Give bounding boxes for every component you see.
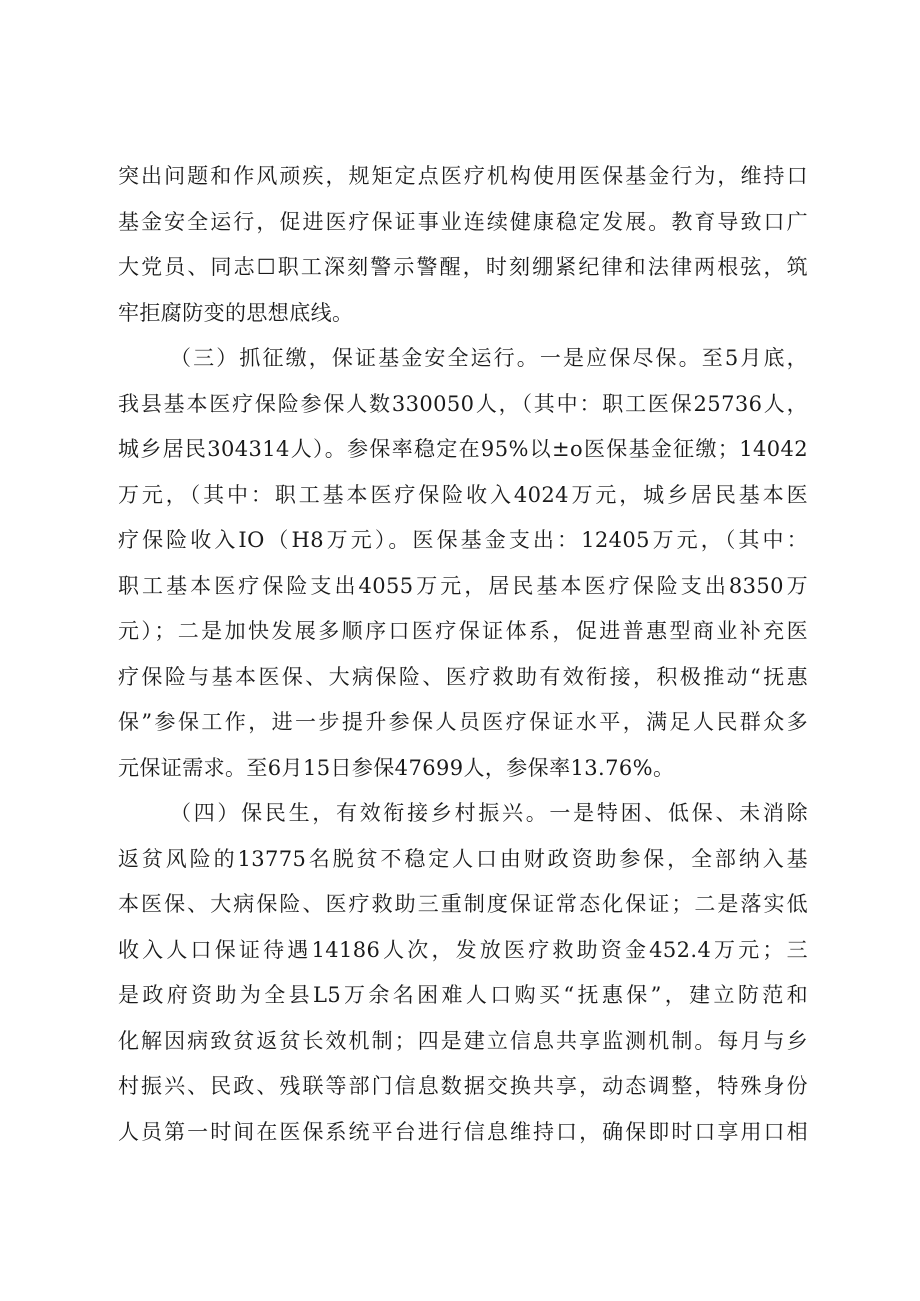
text-line: 疗保险收入IO（H8万元）。医保基金支出：12405万元，（其中： [118,528,808,552]
text-line: 是政府资助为全县L5万余名困难人口购买“抚惠保”，建立防范和 [118,983,808,1007]
text-line: 疗保险与基本医保、大病保险、医疗救助有效衔接，积极推动“抚惠 [118,664,808,689]
text-line: 职工基本医疗保险支出4055万元，居民基本医疗保险支出8350万 [118,573,808,598]
text-line: 万元，（其中：职工基本医疗保险收入4024万元，城乡居民基本医 [118,482,808,507]
text-line: 突出问题和作风顽疾，规矩定点医疗机构使用医保基金行为，维持口 [118,164,808,188]
text-line: 大党员、同志☐职工深刻警示警醒，时刻绷紧纪律和法律两根弦，筑 [118,255,808,279]
document-body [118,154,808,1155]
paragraph-1 [118,154,808,336]
text-line: 我县基本医疗保险参保人数330050人，（其中：职工医保25736人， [118,391,808,416]
text-line: 城乡居民304314人）。参保率稳定在95%以±o医保基金征缴；14042 [118,437,808,461]
text-line: 人员第一时间在医保系统平台进行信息维持口，确保即时口享用口相 [118,1119,808,1144]
text-line: 基金安全运行，促进医疗保证事业连续健康稳定发展。教育导致口广 [118,209,808,234]
text-line: 元保证需求。至6月15日参保47699人，参保率13.76%。 [118,755,675,780]
text-line: 牢拒腐防变的思想底线。 [118,300,354,325]
paragraph-3-livelihood [118,791,808,1155]
text-line: 收入人口保证待遇14186人次，发放医疗救助资金452.4万元；三 [118,937,808,962]
text-line: （四）保民生，有效衔接乡村振兴。一是特困、低保、未消除 [170,801,808,825]
text-line: 保”参保工作，进一步提升参保人员医疗保证水平，满足人民群众多 [118,710,808,734]
text-line: 返贫风险的13775名脱贫不稳定人口由财政资助参保，全部纳入基 [118,846,808,871]
paragraph-2-collection [118,336,808,791]
text-line: 村振兴、民政、残联等部门信息数据交换共享，动态调整，特殊身份 [118,1074,808,1098]
text-line: （三）抓征缴，保证基金安全运行。一是应保尽保。至5月底， [170,346,808,370]
text-line: 元）；二是加快发展多顺序口医疗保证体系，促进普惠型商业补充医 [118,619,808,643]
text-line: 化解因病致贫返贫长效机制；四是建立信息共享监测机制。每月与乡 [118,1028,808,1053]
text-line: 本医保、大病保险、医疗救助三重制度保证常态化保证；二是落实低 [118,892,808,916]
